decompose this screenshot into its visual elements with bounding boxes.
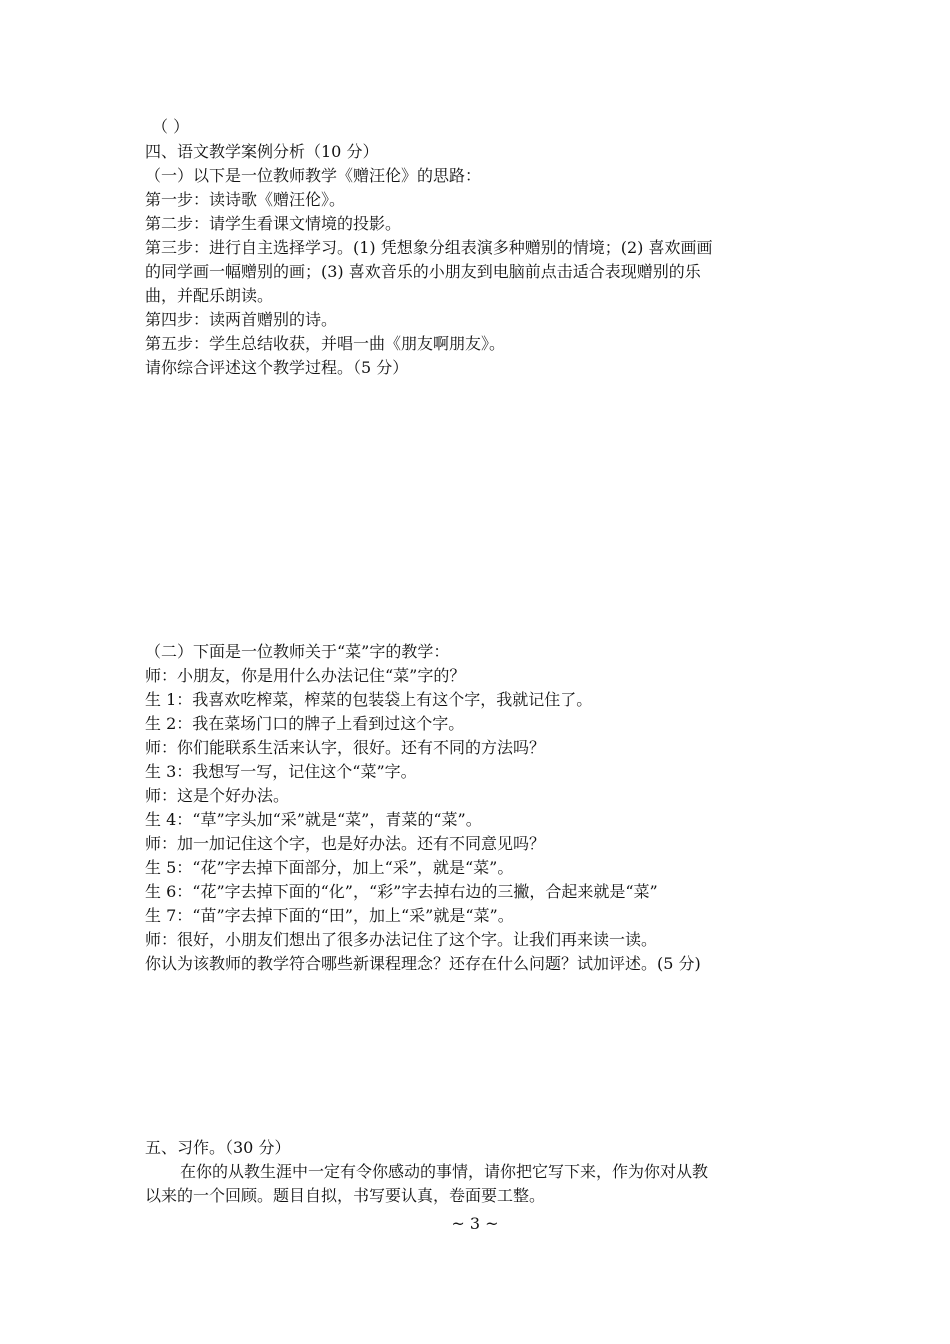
step-line: 第五步：学生总结收获，并唱一曲《朋友啊朋友》。 bbox=[145, 334, 506, 353]
answer-blank-parentheses: （ ） bbox=[152, 117, 190, 136]
section-5-title: 五、习作。（30 分） bbox=[145, 1138, 291, 1157]
step-line: 第一步：读诗歌《赠汪伦》。 bbox=[145, 190, 346, 209]
step-line: 第四步：读两首赠别的诗。 bbox=[145, 310, 338, 329]
part-2-intro: （二）下面是一位教师关于“菜”字的教学： bbox=[145, 642, 450, 661]
dialogue-line: 生 4：“草”字头加“采”就是“菜”，青菜的“菜”。 bbox=[145, 810, 482, 829]
dialogue-line: 生 6：“花”字去掉下面的“化”，“彩”字去掉右边的三撇，合起来就是“菜” bbox=[145, 882, 658, 901]
dialogue-line: 生 2：我在菜场门口的牌子上看到过这个字。 bbox=[145, 714, 465, 733]
dialogue-line: 生 3：我想写一写，记住这个“菜”字。 bbox=[145, 762, 417, 781]
page-number: ~ 3 ~ bbox=[451, 1214, 499, 1233]
part-1-question: 请你综合评述这个教学过程。（5 分） bbox=[145, 358, 409, 377]
dialogue-line: 师：这是个好办法。 bbox=[145, 786, 290, 805]
dialogue-line: 师：你们能联系生活来认字，很好。还有不同的方法吗？ bbox=[145, 738, 546, 757]
step-line: 第三步：进行自主选择学习。(1) 凭想象分组表演多种赠别的情境；(2) 喜欢画画 bbox=[145, 238, 713, 257]
step-line: 第二步：请学生看课文情境的投影。 bbox=[145, 214, 402, 233]
dialogue-line: 师：小朋友，你是用什么办法记住“菜”字的？ bbox=[145, 666, 466, 685]
dialogue-line: 师：很好，小朋友们想出了很多办法记住了这个字。让我们再来读一读。 bbox=[145, 930, 658, 949]
dialogue-line: 生 7：“苗”字去掉下面的“田”，加上“采”就是“菜”。 bbox=[145, 906, 514, 925]
part-1-intro: （一）以下是一位教师教学《赠汪伦》的思路： bbox=[145, 166, 482, 185]
essay-prompt-line-2: 以来的一个回顾。题目自拟，书写要认真，卷面要工整。 bbox=[145, 1186, 546, 1205]
dialogue-line: 生 1：我喜欢吃榨菜，榨菜的包装袋上有这个字，我就记住了。 bbox=[145, 690, 593, 709]
essay-prompt-line-1: 在你的从教生涯中一定有令你感动的事情，请你把它写下来，作为你对从教 bbox=[180, 1162, 709, 1181]
dialogue-line: 师：加一加记住这个字，也是好办法。还有不同意见吗？ bbox=[145, 834, 546, 853]
dialogue-line: 生 5：“花”字去掉下面部分，加上“采”，就是“菜”。 bbox=[145, 858, 514, 877]
section-4-title: 四、语文教学案例分析（10 分） bbox=[145, 142, 379, 161]
step-line: 的同学画一幅赠别的画；(3) 喜欢音乐的小朋友到电脑前点击适合表现赠别的乐 bbox=[145, 262, 701, 281]
part-2-question: 你认为该教师的教学符合哪些新课程理念？还存在什么问题？试加评述。(5 分) bbox=[145, 954, 701, 973]
step-line: 曲，并配乐朗读。 bbox=[145, 286, 274, 305]
